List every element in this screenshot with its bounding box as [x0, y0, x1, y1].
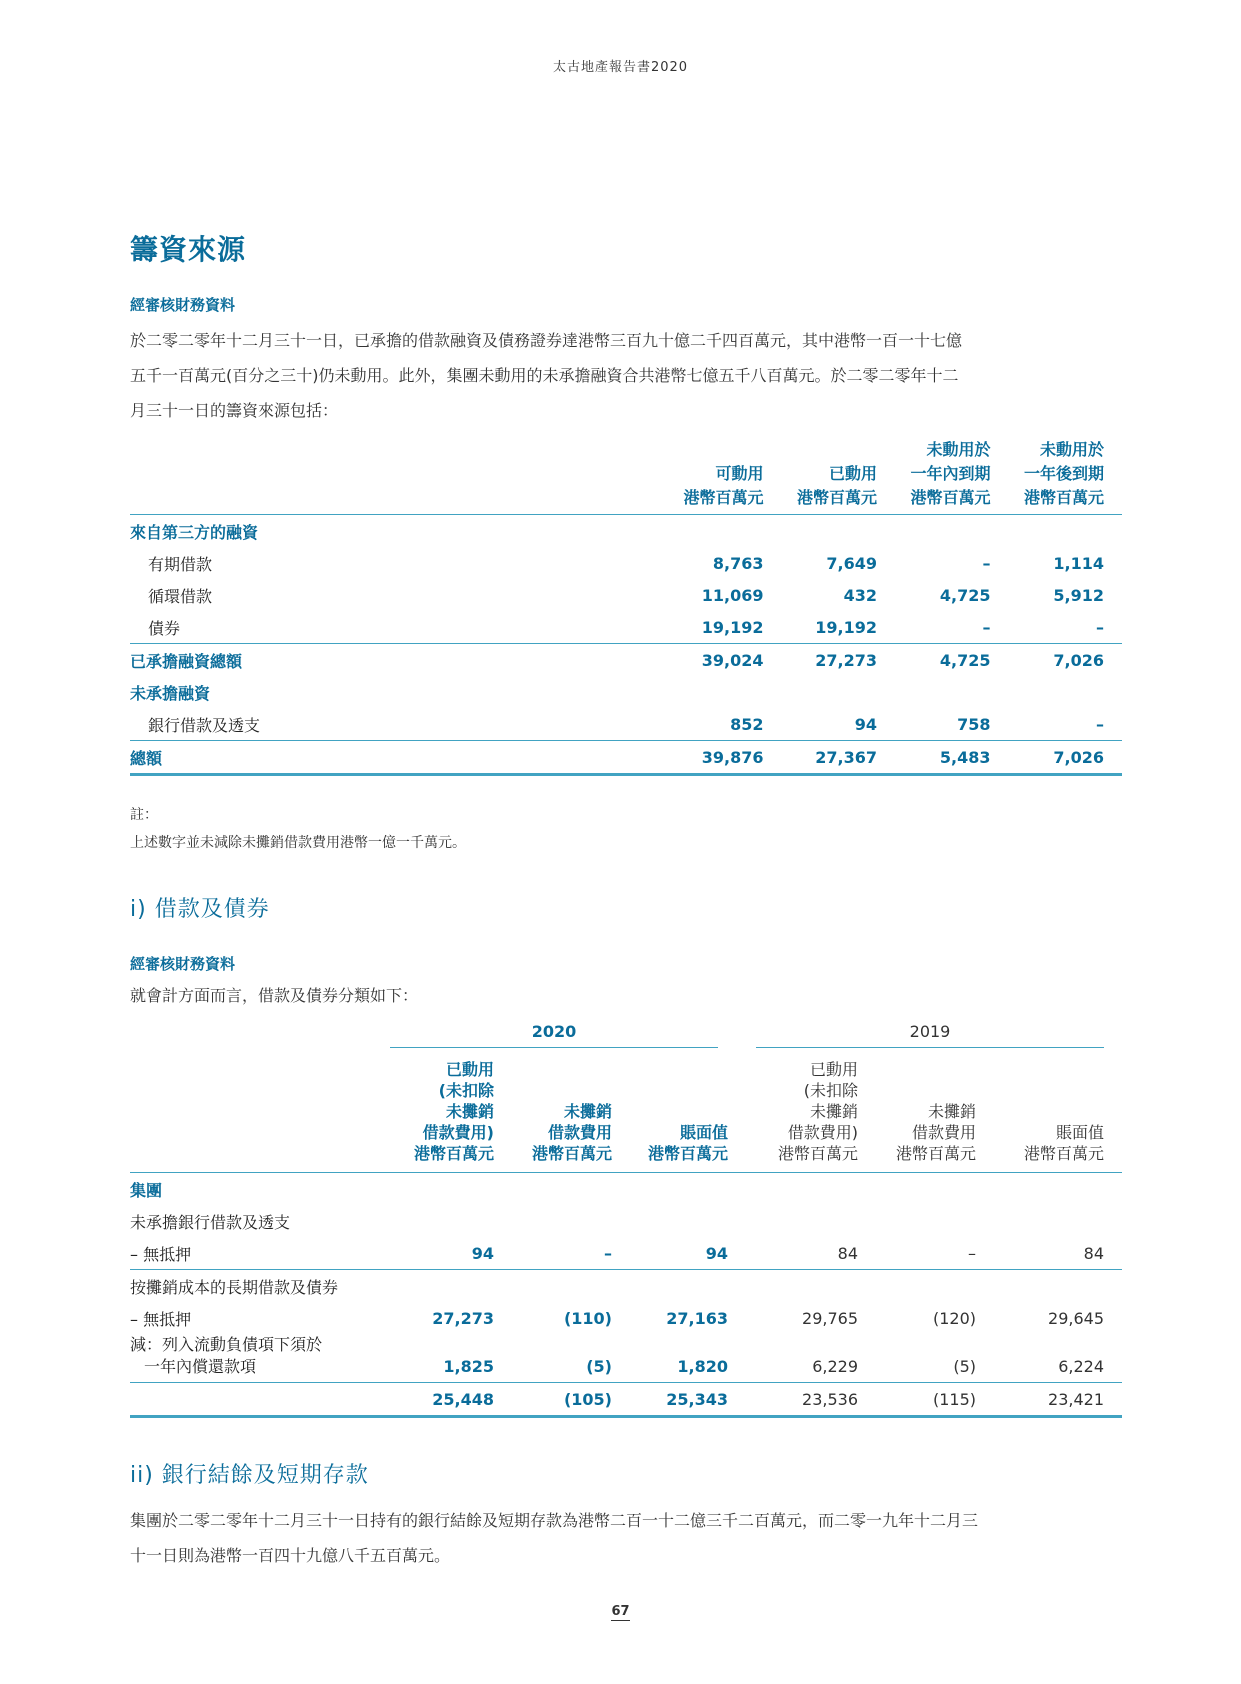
col-header-drawn: 已動用 港幣百萬元	[796, 464, 877, 507]
content	[130, 228, 1122, 1573]
page-header: 太古地產報告書2020	[552, 60, 689, 75]
funding-paragraph	[130, 323, 1122, 428]
note-label: 註：	[130, 807, 158, 823]
col-header-carrying-2019: 賬面值 港幣百萬元	[1023, 1123, 1104, 1163]
page-title: 籌資來源	[130, 233, 247, 266]
group-row: 集團	[130, 1180, 163, 1200]
table-row: – 無抵押 94 – 94 84 – 84	[130, 1243, 1104, 1264]
table-row: – 無抵押 27,273 (110) 27,163 29,765 (120) 29,645	[130, 1308, 1104, 1329]
table-row: 銀行借款及透支 852 94 758 –	[148, 714, 1104, 735]
table-row: 循環借款 11,069 432 4,725 5,912	[148, 585, 1104, 606]
subtotal-row: 已承擔融資總額 39,024 27,273 4,725 7,026	[130, 644, 1122, 677]
col-header-drawn-2019: 已動用 (未扣除 未攤銷 借款費用) 港幣百萬元	[777, 1060, 858, 1163]
table-header-row	[130, 438, 1122, 515]
year-2020: 2020	[390, 1019, 746, 1051]
group-row: 未承擔融資	[130, 683, 211, 703]
table-row: 減：列入流動負債項下須於 一年內償還款項 1,825 (5) 1,820 6,229 (5) 6,224	[130, 1335, 1104, 1376]
col-header-undrawn-within-one-year: 未動用於 一年內到期 港幣百萬元	[910, 440, 991, 507]
audited-subhead-2: 經審核財務資料	[130, 955, 236, 973]
page-number: 67	[611, 1604, 630, 1619]
funding-sources-table	[130, 438, 1122, 776]
year-header-row	[130, 1019, 1122, 1051]
borrowings-intro: 就會計方面而言，借款及債券分類如下：	[130, 986, 419, 1005]
col-header-carrying-2020: 賬面值 港幣百萬元	[647, 1123, 728, 1163]
group-row: 來自第三方的融資	[130, 522, 259, 542]
note-text: 上述數字並未減除未攤銷借款費用港幣一億一千萬元。	[130, 835, 466, 851]
para-line: 月三十一日的籌資來源包括：	[130, 401, 339, 420]
column-header-row	[130, 1051, 1122, 1173]
col-header-undrawn-after-one-year: 未動用於 一年後到期 港幣百萬元	[1023, 440, 1104, 507]
para-line: 集團於二零二零年十二月三十一日持有的銀行結餘及短期存款為港幣二百一十二億三千二百萬元，而二零一九年十二月三	[130, 1511, 979, 1530]
total-row: 25,448 (105) 25,343 23,536 (115) 23,421	[130, 1383, 1122, 1417]
table-row: 有期借款 8,763 7,649 – 1,114	[148, 553, 1104, 574]
label-row: 按攤銷成本的長期借款及債券	[130, 1270, 1122, 1303]
col-header-unamortised-2020: 未攤銷 借款費用 港幣百萬元	[531, 1102, 612, 1163]
section-heading-bank-balances: ii) 銀行結餘及短期存款	[130, 1463, 369, 1488]
label-row: 未承擔銀行借款及透支	[130, 1212, 291, 1232]
col-header-unamortised-2019: 未攤銷 借款費用 港幣百萬元	[895, 1102, 976, 1163]
para-line: 十一日則為港幣一百四十九億八千五百萬元。	[130, 1546, 451, 1565]
para-line: 五千一百萬元(百分之三十)仍未動用。此外，集團未動用的未承擔融資合共港幣七億五千八百萬元。於二零二零年十二	[130, 366, 959, 385]
year-2019: 2019	[746, 1019, 1122, 1051]
section-heading-borrowings: i) 借款及債券	[130, 897, 270, 922]
col-header-drawn-2020: 已動用 (未扣除 未攤銷 借款費用) 港幣百萬元	[413, 1060, 494, 1163]
col-header-available: 可動用 港幣百萬元	[683, 464, 764, 507]
borrowings-table	[130, 1019, 1122, 1418]
total-row: 總額 39,876 27,367 5,483 7,026	[130, 741, 1122, 775]
bank-balances-paragraph	[130, 1503, 1122, 1573]
audited-subhead-1: 經審核財務資料	[130, 296, 236, 314]
para-line: 於二零二零年十二月三十一日，已承擔的借款融資及債務證券達港幣三百九十億二千四百萬元，其中港幣一百一十七億	[130, 331, 963, 350]
table-row: 債券 19,192 19,192 – –	[148, 617, 1104, 638]
